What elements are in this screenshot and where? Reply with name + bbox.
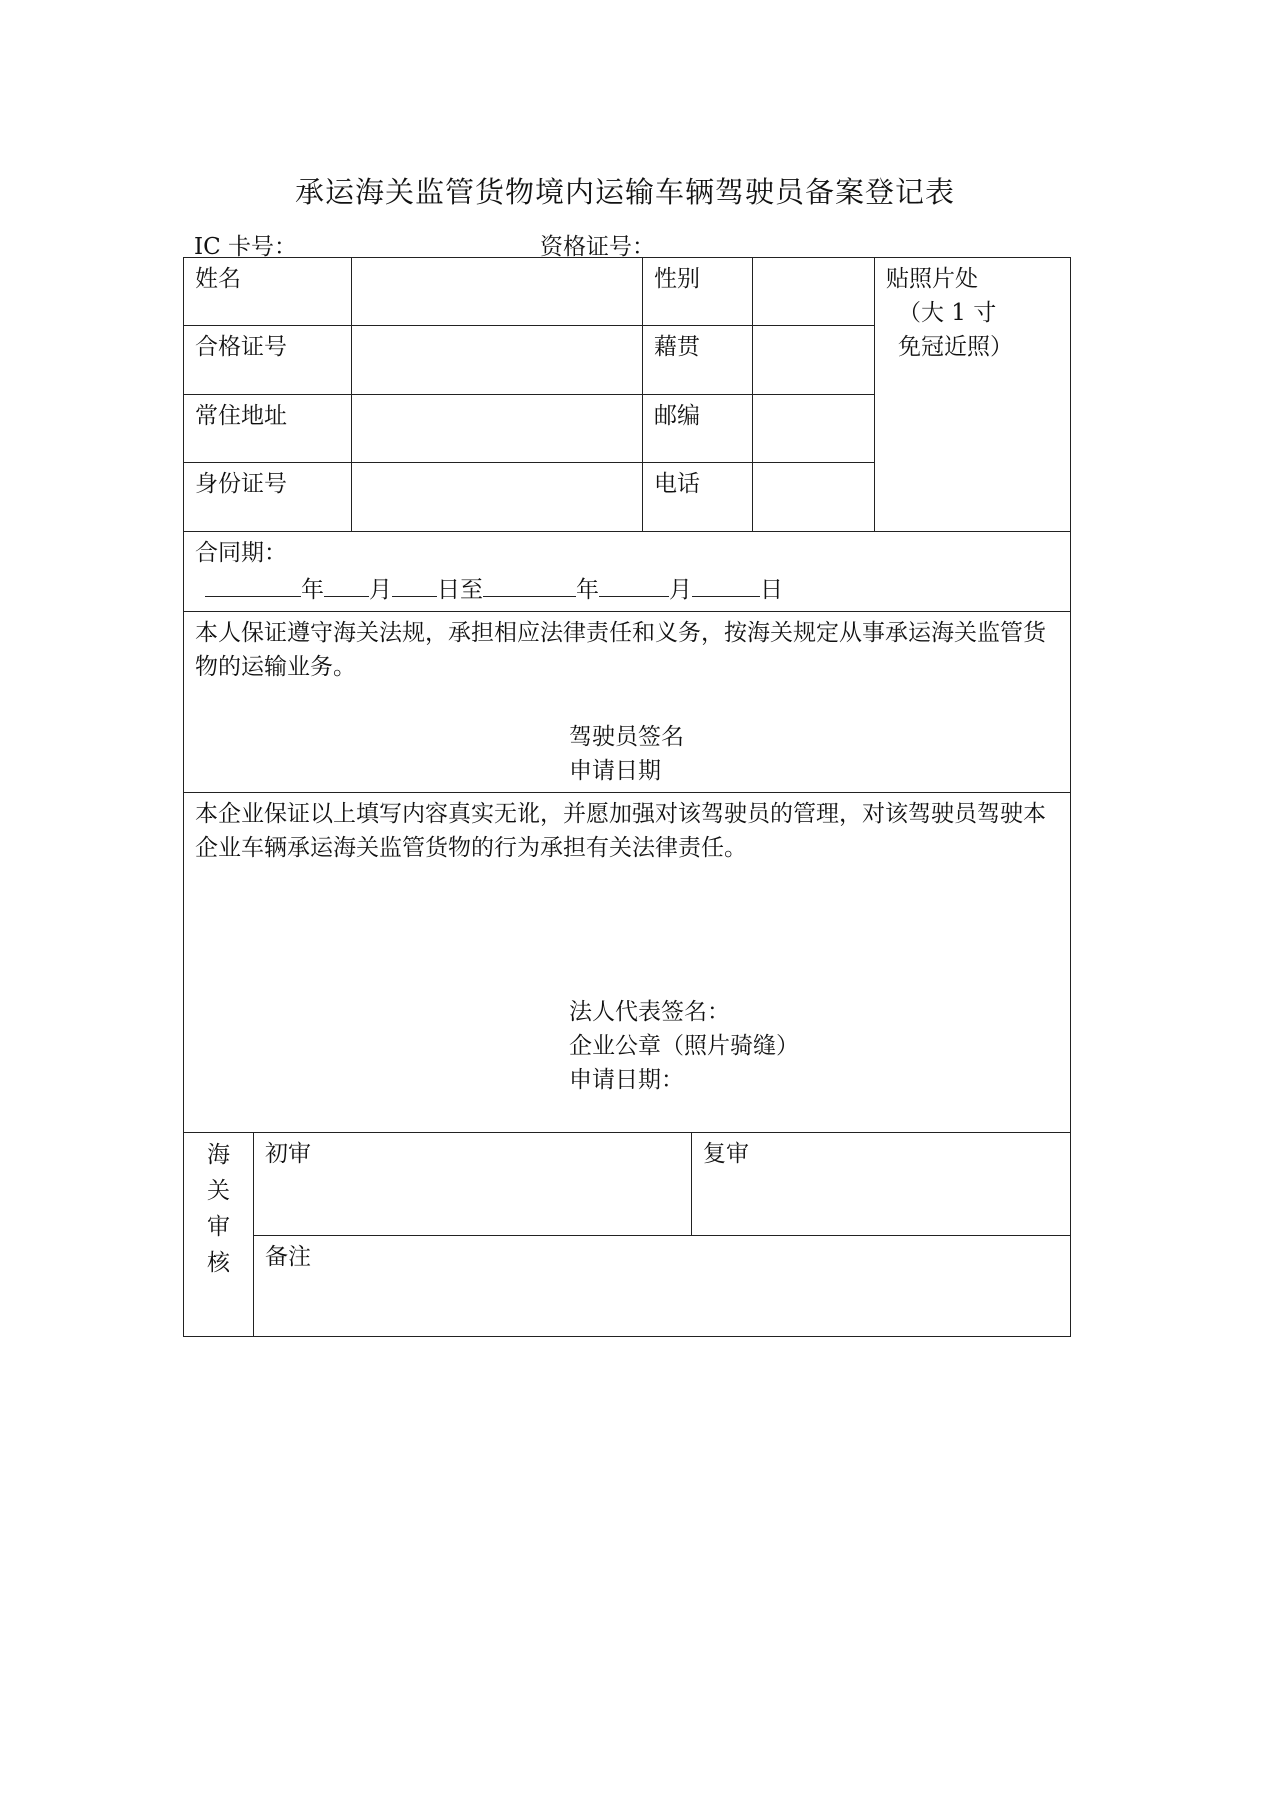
customs-review-label (184, 1133, 254, 1337)
native-place-field[interactable] (753, 326, 875, 395)
customs-char: 审 (207, 1214, 230, 1240)
photo-size-note: （大 1 寸 (898, 300, 997, 326)
certificate-no-field[interactable] (352, 326, 643, 395)
second-review-cell[interactable] (692, 1133, 1071, 1236)
legal-rep-signature-label[interactable]: 法人代表签名： (569, 999, 730, 1025)
id-no-label: 身份证号 (184, 463, 352, 532)
company-pledge-cell (184, 793, 1071, 1133)
end-year-blank[interactable] (483, 570, 576, 597)
driver-signature-block (569, 720, 1059, 788)
id-no-field[interactable] (352, 463, 643, 532)
photo-type-note: 免冠近照） (898, 334, 1013, 360)
row-company-pledge (184, 793, 1071, 1133)
address-field[interactable] (352, 395, 643, 463)
remarks-label: 备注 (265, 1244, 311, 1270)
row-driver-pledge (184, 612, 1071, 793)
first-review-label: 初审 (265, 1141, 311, 1167)
row-contract (184, 532, 1071, 612)
start-year-blank[interactable] (205, 570, 301, 597)
row-remarks (184, 1236, 1071, 1337)
start-month-label: 月 (369, 577, 392, 603)
name-field[interactable] (352, 258, 643, 326)
driver-pledge-cell (184, 612, 1071, 793)
row-name (184, 258, 1071, 326)
second-review-label: 复审 (703, 1141, 749, 1167)
form-title: 承运海关监管货物境内运输车辆驾驶员备案登记表 (294, 175, 955, 209)
postcode-field[interactable] (753, 395, 875, 463)
photo-label: 贴照片处 (886, 266, 978, 292)
name-label: 姓名 (184, 258, 352, 326)
phone-label: 电话 (643, 463, 753, 532)
driver-pledge-text: 本人保证遵守海关法规，承担相应法律责任和义务，按海关规定从事承运海关监管货物的运输业务。 (195, 620, 1046, 680)
end-year-label: 年 (576, 577, 599, 603)
driver-signature-label[interactable]: 驾驶员签名 (569, 724, 684, 750)
address-label: 常住地址 (184, 395, 352, 463)
gender-label: 性别 (643, 258, 753, 326)
start-day-to-label: 日至 (437, 577, 483, 603)
gender-field[interactable] (753, 258, 875, 326)
ic-card-label: IC 卡号： (194, 234, 297, 260)
qualification-no-label: 资格证号： (540, 234, 655, 260)
end-month-label: 月 (669, 577, 692, 603)
driver-apply-date-label[interactable]: 申请日期 (569, 758, 661, 784)
contract-label: 合同期： (195, 540, 287, 566)
company-signature-block (569, 995, 1059, 1097)
end-day-label: 日 (760, 577, 783, 603)
end-month-blank[interactable] (599, 570, 669, 597)
registration-table (183, 257, 1071, 1337)
contract-dates (195, 570, 1059, 607)
customs-char: 关 (207, 1178, 230, 1204)
customs-char: 核 (207, 1250, 230, 1276)
row-customs-review (184, 1133, 1071, 1236)
start-day-blank[interactable] (392, 570, 437, 597)
native-place-label: 藉贯 (643, 326, 753, 395)
remarks-cell[interactable] (254, 1236, 1071, 1337)
postcode-label: 邮编 (643, 395, 753, 463)
certificate-no-label: 合格证号 (184, 326, 352, 395)
end-day-blank[interactable] (692, 570, 760, 597)
start-year-label: 年 (301, 577, 324, 603)
phone-field[interactable] (753, 463, 875, 532)
customs-char: 海 (207, 1142, 230, 1168)
company-pledge-text: 本企业保证以上填写内容真实无讹，并愿加强对该驾驶员的管理，对该驾驶员驾驶本企业车辆承运海关监管货物的行为承担有关法律责任。 (195, 801, 1046, 861)
start-month-blank[interactable] (324, 570, 369, 597)
photo-area[interactable] (875, 258, 1071, 532)
company-seal-label[interactable]: 企业公章（照片骑缝） (569, 1033, 799, 1059)
first-review-cell[interactable] (254, 1133, 692, 1236)
company-apply-date-label[interactable]: 申请日期： (569, 1067, 684, 1093)
contract-period[interactable] (184, 532, 1071, 612)
